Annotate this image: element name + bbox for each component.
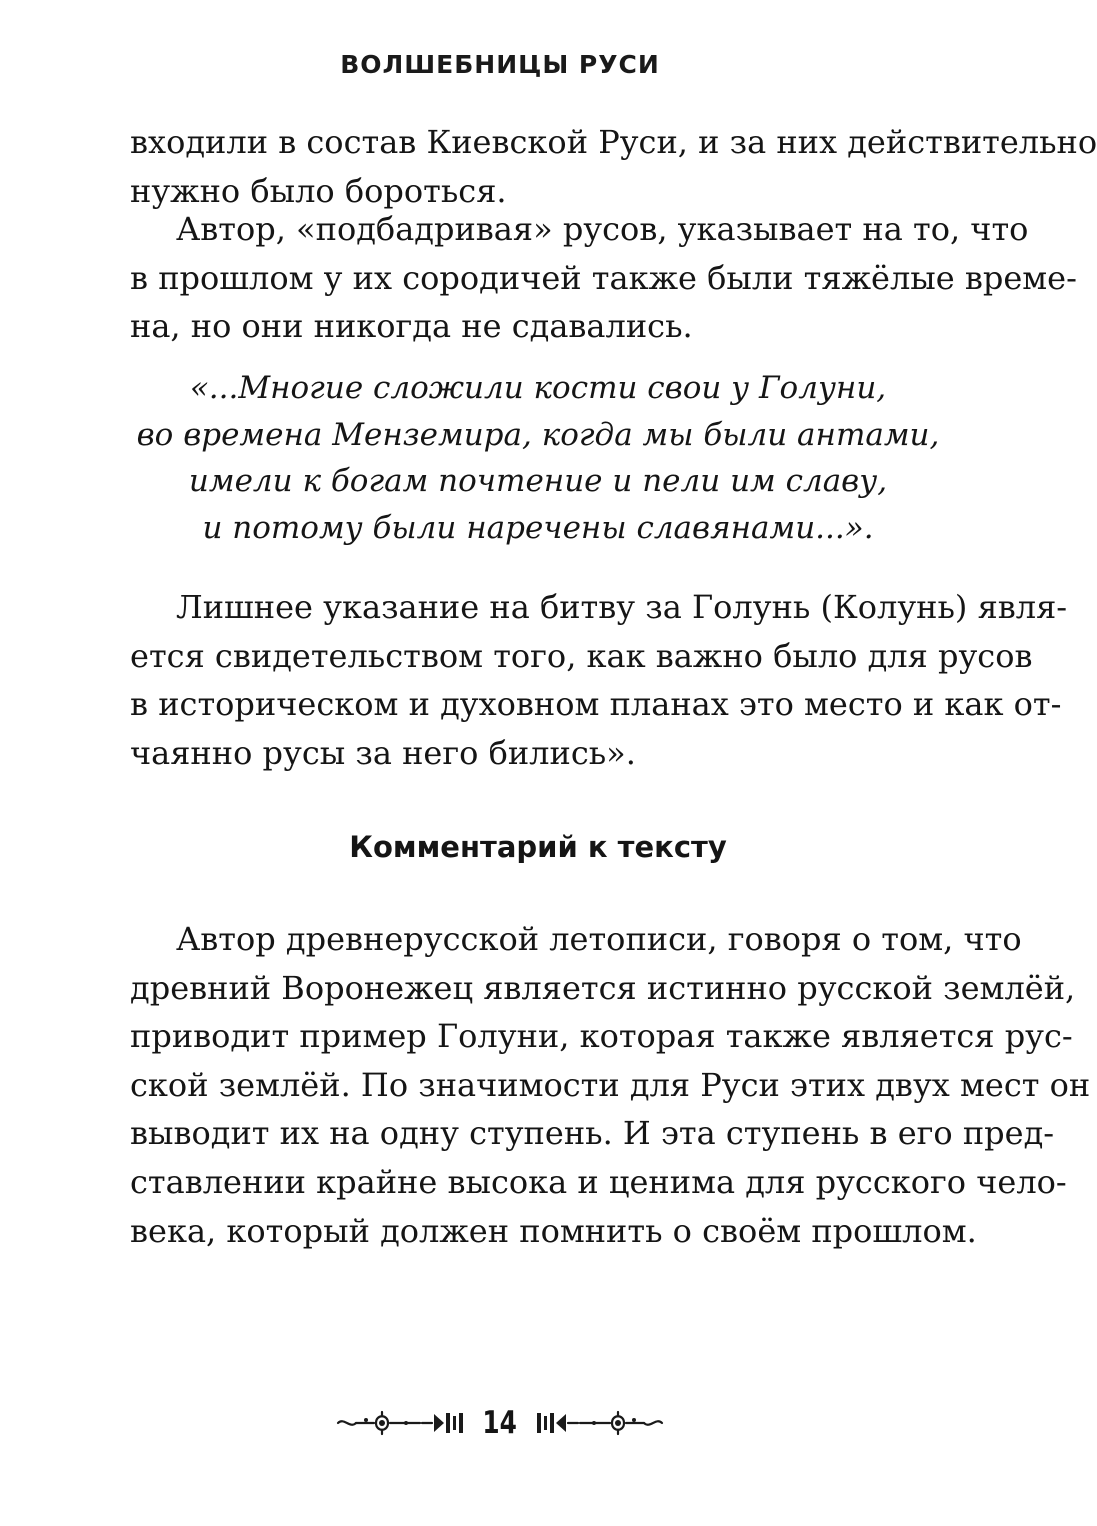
right-ornament-icon <box>536 1408 664 1438</box>
text-line: ской землёй. По значимости для Руси этих двух мест он <box>130 1065 1091 1104</box>
text-line: древний Воронежец является истинно русской землёй, <box>130 968 1076 1007</box>
text-line: ставлении крайне высока и ценима для русского чело- <box>130 1162 1067 1201</box>
text-line: в прошлом у их сородичей также были тяжёлые време- <box>130 258 1077 297</box>
section-heading: Комментарий к тексту <box>349 830 727 864</box>
text-line: Автор, «подбадривая» русов, указывает на то, что <box>176 210 1029 248</box>
paragraph-author-encouraging <box>130 205 1077 351</box>
text-line: в историческом и духовном планах это место и как от- <box>130 685 1062 724</box>
running-header: ВОЛШЕБНИЦЫ РУСИ <box>340 50 660 79</box>
left-ornament-icon <box>336 1408 464 1438</box>
text-line: Автор древнерусской летописи, говоря о том, что <box>176 920 1022 958</box>
quote-line: и потому были наречены славянами...». <box>202 509 874 546</box>
quote-line: во времена Менземира, когда мы были антами, <box>136 416 940 453</box>
text-line: Лишнее указание на битву за Голунь (Колунь) явля- <box>176 588 1068 626</box>
text-line: выводит их на одну ступень. И эта ступень в его пред- <box>130 1114 1055 1153</box>
text-line: нужно было бороться. <box>130 171 507 210</box>
text-line: на, но они никогда не сдавались. <box>130 307 693 346</box>
text-line: века, который должен помнить о своём прошлом. <box>130 1211 977 1250</box>
paragraph-commentary <box>130 915 1091 1255</box>
page-number: 14 <box>482 1405 518 1441</box>
block-quote <box>130 365 946 551</box>
text-line: входили в состав Киевской Руси, и за них действительно <box>130 123 1097 161</box>
text-line: ется свидетельством того, как важно было для русов <box>130 636 1033 675</box>
page-footer <box>0 1405 1000 1441</box>
text-line: чаянно русы за него бились». <box>130 733 636 772</box>
paragraph-continuation <box>130 118 1097 215</box>
quote-line: имели к богам почтение и пели им славу, <box>188 463 888 499</box>
quote-line: «...Многие сложили кости свои у Голуни, <box>189 370 887 406</box>
paragraph-battle-golun <box>130 583 1068 777</box>
text-line: приводит пример Голуни, которая также является рус- <box>130 1017 1073 1056</box>
